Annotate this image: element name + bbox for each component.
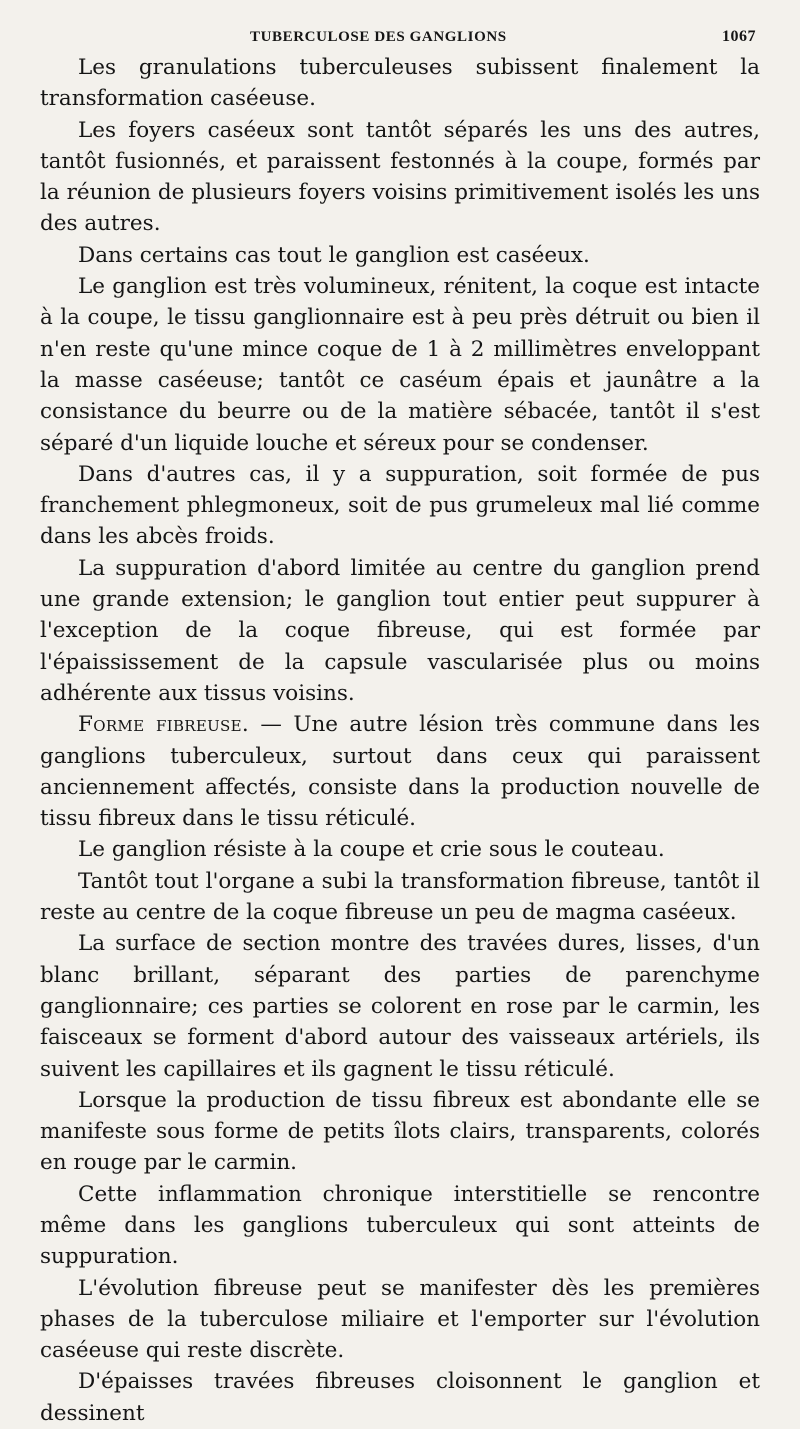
paragraph bbox=[40, 1179, 760, 1273]
section-heading: Forme fibreuse. bbox=[78, 712, 250, 738]
paragraph bbox=[40, 240, 760, 271]
paragraph-text: Lorsque la production de tissu fibreux est abondante elle se manifeste sous forme de petits îlots clairs, transparents, colorés en rouge par le carmin. bbox=[40, 1087, 760, 1176]
paragraph-text: D'épaisses travées fibreuses cloisonnent le ganglion et dessinent bbox=[40, 1369, 760, 1426]
paragraph-text: Les granulations tuberculeuses subissent finalement la transformation caséeuse. bbox=[40, 55, 760, 112]
running-title: TUBERCULOSE DES GANGLIONS bbox=[250, 29, 507, 45]
paragraph bbox=[40, 709, 760, 834]
paragraph bbox=[40, 1273, 760, 1367]
paragraph-text: La surface de section montre des travées dures, lisses, d'un blanc brillant, séparant des parties de parenchyme ganglionnaire; ces parties se colorent en rose par le carmin, les faisceaux se forment d'abord autour des vaisseaux artériels, ils suivent les capillaires et ils gagnent le tissu réticulé. bbox=[40, 931, 760, 1082]
paragraph-text: Dans d'autres cas, il y a suppuration, soit formée de pus franchement phlegmoneux, soit de pus grumeleux mal lié comme dans les abcès froids. bbox=[40, 461, 760, 550]
paragraph-text: Cette inflammation chronique interstitielle se rencontre même dans les ganglions tuberculeux qui sont atteints de suppuration. bbox=[40, 1181, 760, 1270]
paragraph bbox=[40, 866, 760, 929]
paragraph-text: Dans certains cas tout le ganglion est caséeux. bbox=[78, 242, 590, 268]
running-header bbox=[40, 28, 760, 46]
paragraph bbox=[40, 553, 760, 709]
paragraph-text: Les foyers caséeux sont tantôt séparés les uns des autres, tantôt fusionnés, et paraissent festonnés à la coupe, formés par la réunion de plusieurs foyers voisins primitivement isolés les uns des autres. bbox=[40, 117, 760, 237]
body-text bbox=[40, 52, 760, 1429]
paragraph bbox=[40, 834, 760, 865]
paragraph-text: Le ganglion est très volumineux, rénitent, la coque est intacte à la coupe, le tissu ganglionnaire est à peu près détruit ou bien il n'en reste qu'une mince coque de 1 à 2 millimètres enveloppant la masse caséeuse; tantôt ce caséum épais et jaunâtre a la consistance du beurre ou de la matière sébacée, tantôt il s'est séparé d'un liquide louche et séreux pour se condenser. bbox=[40, 274, 760, 456]
paragraph-text: — Une autre lésion très commune dans les ganglions tuberculeux, surtout dans ceux qui paraissent anciennement affectés, consiste dans la production nouvelle de tissu fibreux dans le tissu réticulé. bbox=[40, 712, 761, 832]
paragraph-text: Le ganglion résiste à la coupe et crie sous le couteau. bbox=[78, 837, 665, 863]
paragraph-text: Tantôt tout l'organe a subi la transformation fibreuse, tantôt il reste au centre de la coque fibreuse un peu de magma caséeux. bbox=[40, 868, 760, 926]
paragraph bbox=[40, 1085, 760, 1179]
paragraph bbox=[40, 52, 760, 115]
paragraph bbox=[40, 1366, 760, 1429]
paragraph bbox=[40, 115, 760, 240]
page-number: 1067 bbox=[722, 28, 756, 45]
paragraph bbox=[40, 459, 760, 553]
paragraph-text: La suppuration d'abord limitée au centre du ganglion prend une grande extension; le ganglion tout entier peut suppurer à l'exception de la coque fibreuse, qui est formée par l'épaississement de la capsule vascularisée plus ou moins adhérente aux tissus voisins. bbox=[40, 555, 760, 706]
paragraph bbox=[40, 271, 760, 459]
paragraph bbox=[40, 928, 760, 1084]
paragraph-text: L'évolution fibreuse peut se manifester dès les premières phases de la tuberculose miliaire et l'emporter sur l'évolution caséeuse qui reste discrète. bbox=[40, 1275, 760, 1364]
